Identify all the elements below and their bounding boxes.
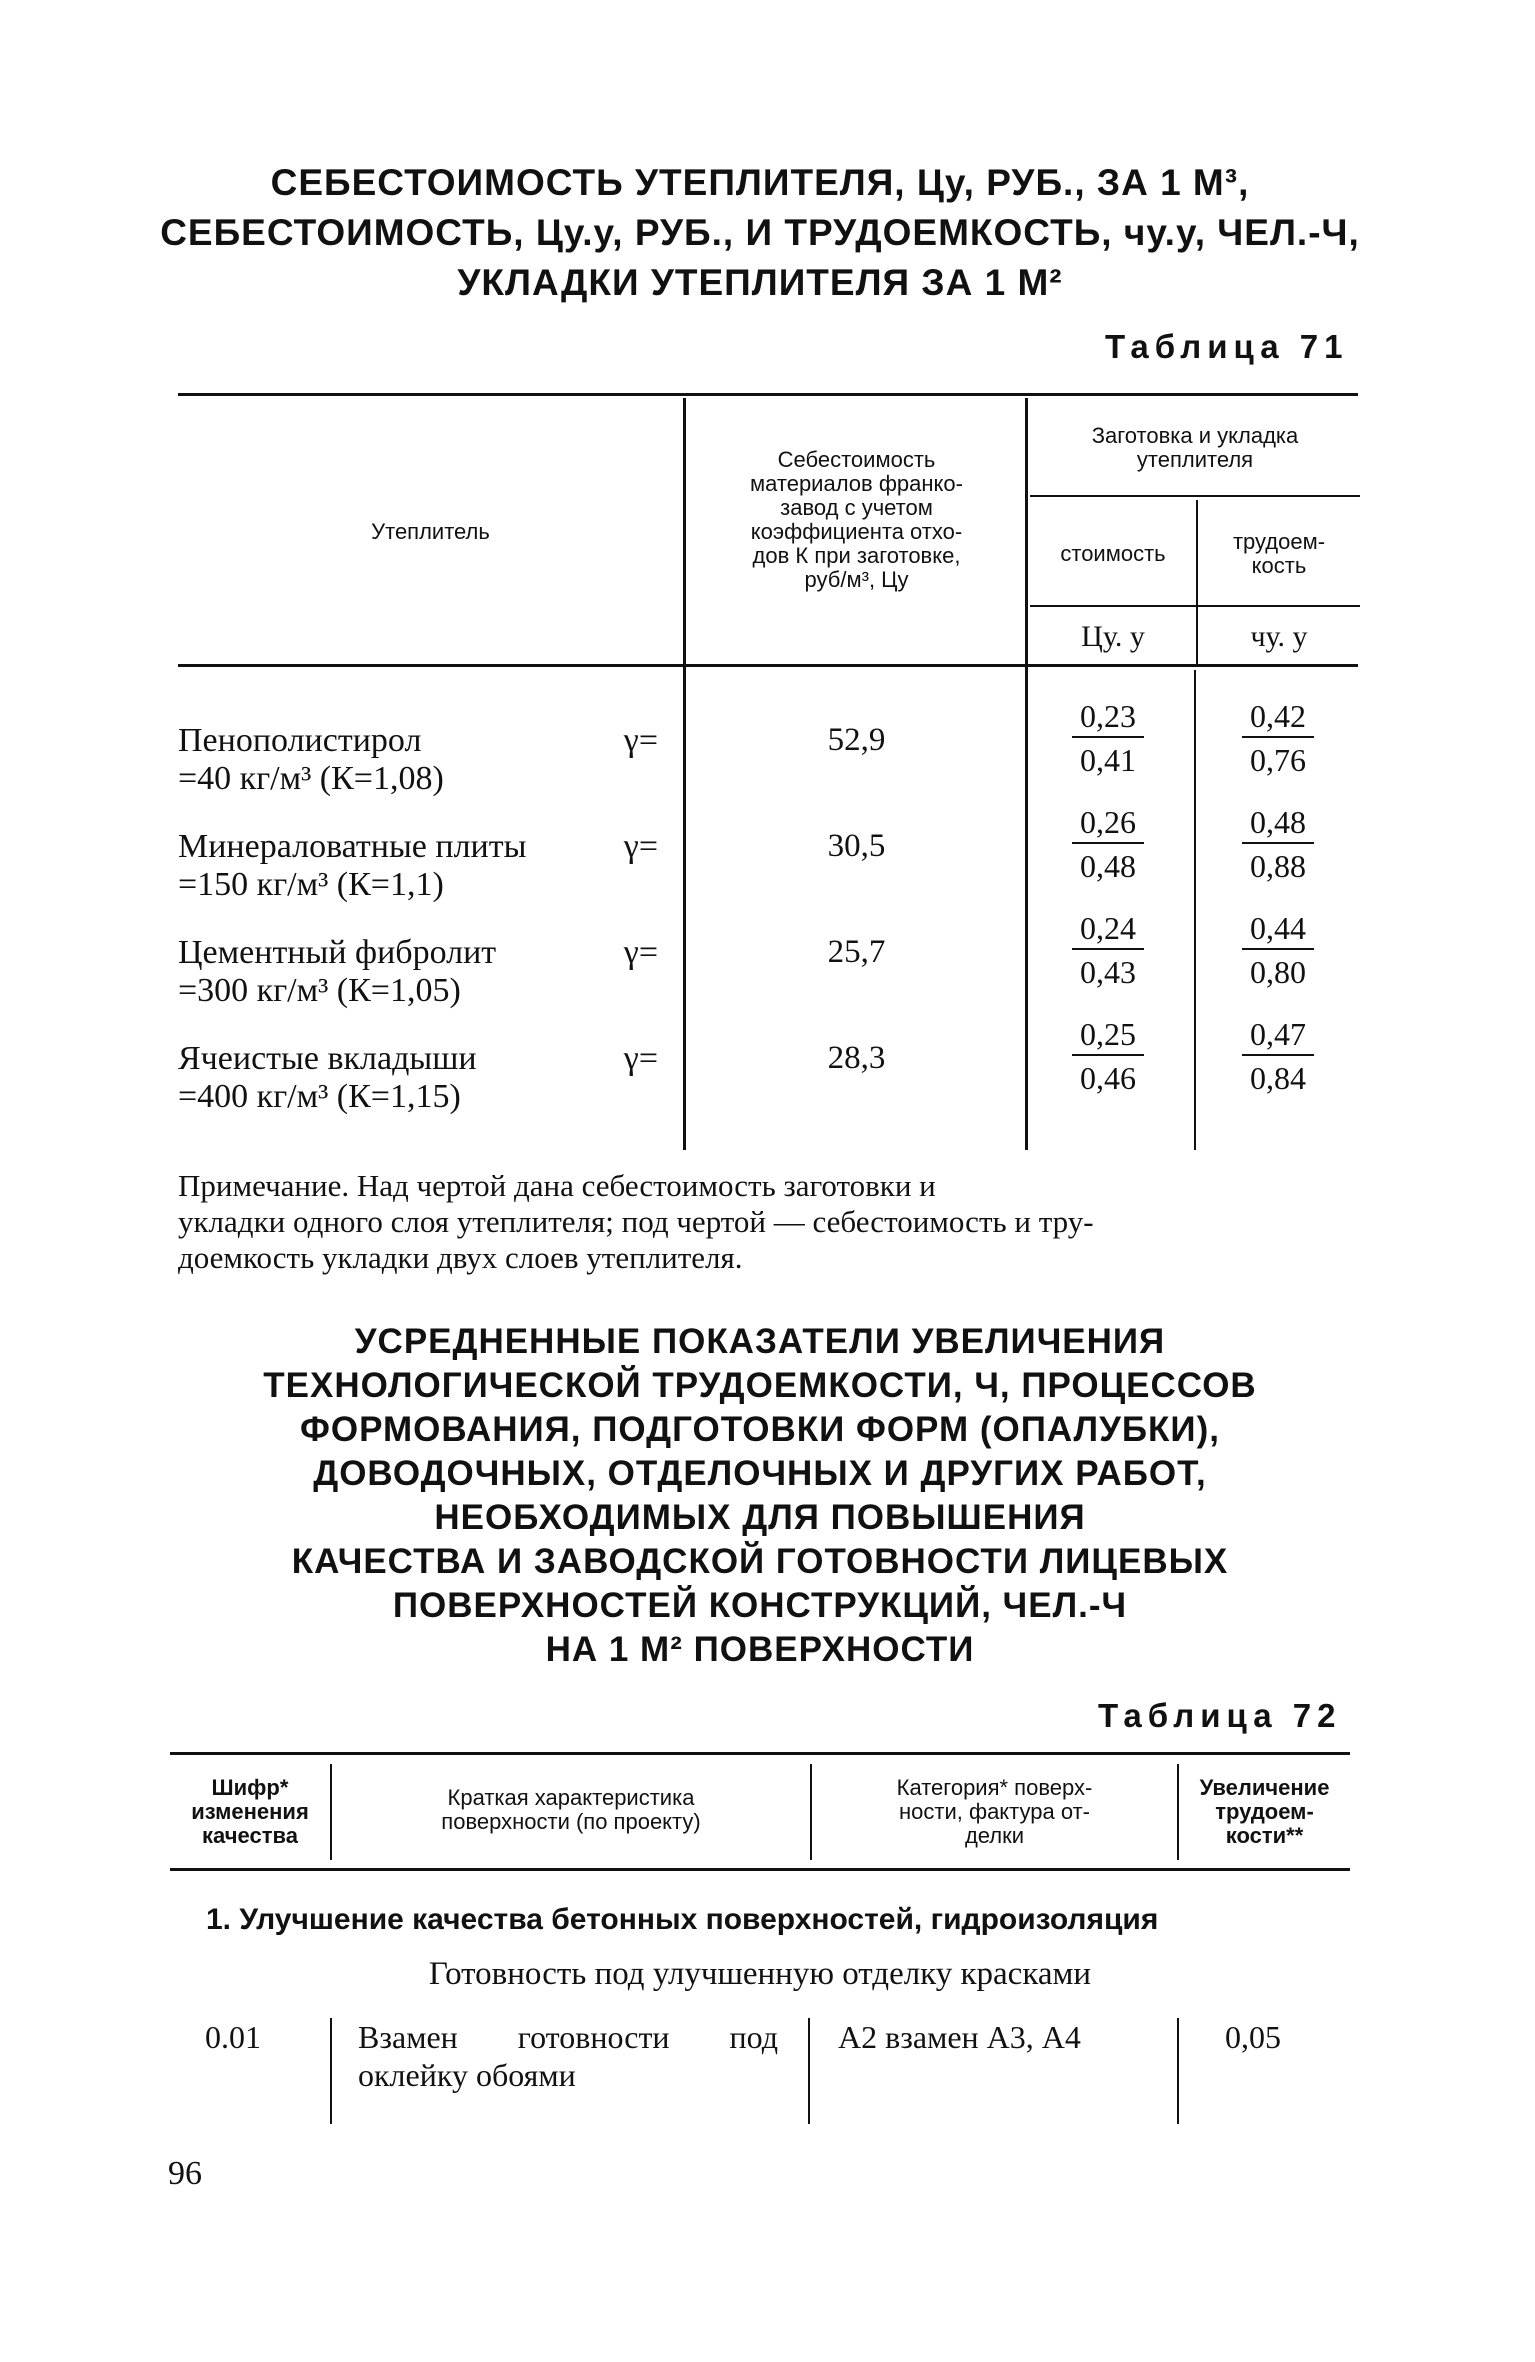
heading-1-line-3: УКЛАДКИ УТЕПЛИТЕЛЯ ЗА 1 М² — [457, 262, 1063, 303]
table-row: Минераловатные плиты γ= =150 кг/м³ (К=1,1) — [178, 828, 658, 903]
section-heading: 1. Улучшение качества бетонных поверхностей, гидроизоляция — [206, 1903, 1159, 1936]
table-row: Цементный фибролит γ= =300 кг/м³ (К=1,05) — [178, 934, 658, 1009]
heading-1 — [140, 158, 1380, 308]
heading-1-line-2: СЕБЕСТОИМОСТЬ, Цу.у, РУБ., И ТРУДОЕМКОСТЬ, чу.у, ЧЕЛ.-Ч, — [160, 212, 1360, 253]
header-code: Шифр* изменения качества — [191, 1775, 309, 1848]
heading-2: УСРЕДНЕННЫЕ ПОКАЗАТЕЛИ УВЕЛИЧЕНИЯ ТЕХНОЛОГИЧЕСКОЙ ТРУДОЕМКОСТИ, Ч, ПРОЦЕССОВ ФОРМОВАНИЯ, ПОДГОТОВКИ ФОРМ (ОПАЛУБКИ), ДОВОДОЧНЫХ, ОТДЕЛОЧНЫХ И ДРУГИХ РАБОТ, НЕОБХОДИМЫХ ДЛЯ ПОВЫШЕНИЯ КАЧЕСТВА И ЗАВОДСКОЙ ГОТОВНОСТИ ЛИЦЕВЫХ ПОВЕРХНОСТЕЙ КОНСТРУКЦИЙ, ЧЕЛ.-Ч НА 1 М² ПОВЕРХНОСТИ — [263, 1322, 1257, 1669]
labor-fraction: $\frac{0,48}{0,88}$ — [1242, 802, 1314, 884]
header-group-laying: Заготовка и укладка утеплителя — [1091, 423, 1299, 472]
heading-1-line-1: СЕБЕСТОИМОСТЬ УТЕПЛИТЕЛЯ, Цу, РУБ., ЗА 1 М³, — [270, 162, 1250, 203]
labor-fraction: $\frac{0,44}{0,80}$ — [1242, 908, 1314, 990]
material-cost-value: 25,7 — [827, 934, 886, 970]
header-symbol-labor: чу. у — [1250, 620, 1308, 653]
row-increase: 0,05 — [1225, 2019, 1281, 2055]
header-insulation: Утеплитель — [371, 519, 490, 544]
cost-fraction: $\frac{0,24}{0,43}$ — [1072, 908, 1144, 990]
page-number: 96 — [168, 2155, 202, 2192]
cost-fraction: $\frac{0,26}{0,48}$ — [1072, 802, 1144, 884]
table-71-note: Примечание. Над чертой дана себестоимость заготовки и укладки одного слоя утеплителя; под чертой — себестоимость и тру- доемкость укладки двух слоев утеплителя. — [178, 1168, 1094, 1275]
header-symbol-cost: Цу. у — [1081, 620, 1145, 653]
material-cost-value: 52,9 — [827, 722, 886, 758]
material-cost-value: 30,5 — [827, 828, 886, 864]
row-code: 0.01 — [205, 2019, 261, 2055]
table-row: Ячеистые вкладыши γ= =400 кг/м³ (К=1,15) — [178, 1040, 658, 1115]
cost-fraction: $\frac{0,23}{0,41}$ — [1072, 696, 1144, 778]
header-material-cost: Себестоимость материалов франко- завод с учетом коэффициента отхо- дов К при заготовке, руб/м³, Цу — [750, 447, 963, 592]
header-increase: Увеличение трудоем- кости** — [1199, 1775, 1330, 1848]
header-category: Категория* поверх- ности, фактура от- делки — [896, 1775, 1093, 1848]
labor-fraction: $\frac{0,47}{0,84}$ — [1242, 1014, 1314, 1096]
material-cost-value: 28,3 — [827, 1040, 886, 1076]
header-description: Краткая характеристика поверхности (по проекту) — [441, 1785, 701, 1834]
table-71-label: Таблица 71 — [1105, 328, 1349, 365]
subsection-heading: Готовность под улучшенную отделку красками — [428, 1956, 1092, 1992]
labor-fraction: $\frac{0,42}{0,76}$ — [1242, 696, 1314, 778]
table-row: Пенополистирол γ= =40 кг/м³ (К=1,08) — [178, 722, 658, 797]
table-72-label: Таблица 72 — [1098, 1697, 1342, 1734]
header-cost: стоимость — [1060, 541, 1166, 566]
row-category: А2 взамен А3, А4 — [838, 2019, 1081, 2055]
header-labor: трудоем- кость — [1232, 529, 1326, 578]
cost-fraction: $\frac{0,25}{0,46}$ — [1072, 1014, 1144, 1096]
row-description: Взамен готовности под оклейку обоями — [358, 2019, 778, 2093]
